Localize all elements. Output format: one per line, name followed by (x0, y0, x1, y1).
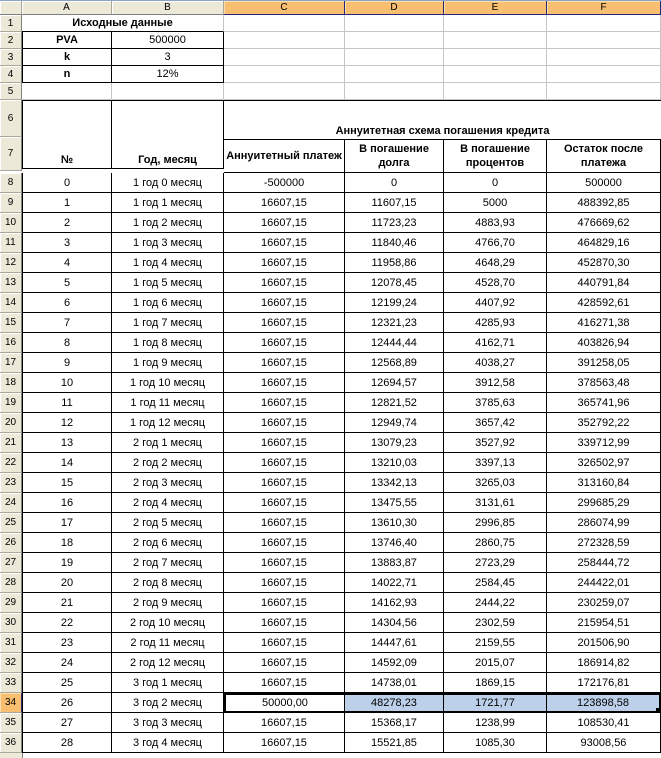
table-row (0, 573, 661, 593)
cell-interest[interactable]: 4038,27 (444, 353, 547, 373)
cell-balance[interactable]: 93008,56 (547, 733, 661, 753)
cell-period[interactable]: 3 год 4 месяц (112, 733, 224, 753)
cell-interest[interactable]: 2159,55 (444, 633, 547, 653)
cell-num[interactable]: 4 (22, 253, 112, 273)
cell-interest[interactable]: 4285,93 (444, 313, 547, 333)
cell-period[interactable]: 1 год 9 месяц (112, 353, 224, 373)
cell-interest[interactable]: 4407,92 (444, 293, 547, 313)
cell-period[interactable]: 2 год 10 месяц (112, 613, 224, 633)
cell-principal[interactable]: 0 (345, 173, 444, 193)
empty-cell[interactable] (345, 83, 444, 100)
cell-num[interactable]: 19 (22, 553, 112, 573)
cell-balance[interactable]: 201506,90 (547, 633, 661, 653)
empty-cell[interactable] (224, 32, 345, 49)
cell-num[interactable]: 8 (22, 333, 112, 353)
cell-interest[interactable]: 1869,15 (444, 673, 547, 693)
cell-principal[interactable]: 12199,24 (345, 293, 444, 313)
cell-principal[interactable]: 48278,23 (345, 693, 444, 713)
cell-balance[interactable]: 326502,97 (547, 453, 661, 473)
cell-payment[interactable]: 16607,15 (224, 393, 345, 413)
cell-interest[interactable]: 2015,07 (444, 653, 547, 673)
cell-payment[interactable]: 16607,15 (224, 213, 345, 233)
cell-period[interactable]: 2 год 11 месяц (112, 633, 224, 653)
cell-interest[interactable]: 3657,42 (444, 413, 547, 433)
table-row (0, 393, 661, 413)
k-value-cell[interactable]: 3 (112, 49, 224, 66)
cell-num[interactable]: 9 (22, 353, 112, 373)
cell-num[interactable]: 12 (22, 413, 112, 433)
row-header-13[interactable]: 13 (0, 273, 22, 293)
cell-principal[interactable]: 11958,86 (345, 253, 444, 273)
cell-payment[interactable]: 16607,15 (224, 293, 345, 313)
cell-principal[interactable]: 13342,13 (345, 473, 444, 493)
cell-balance[interactable]: 391258,05 (547, 353, 661, 373)
empty-cell[interactable] (444, 66, 547, 83)
cell-payment[interactable]: 50000,00 (224, 693, 345, 713)
row-header-28[interactable]: 28 (0, 573, 22, 593)
column-header-b[interactable]: B (112, 1, 224, 15)
cell-num[interactable]: 7 (22, 313, 112, 333)
cell-principal[interactable]: 12568,89 (345, 353, 444, 373)
cell-period[interactable]: 1 год 4 месяц (112, 253, 224, 273)
row-header-3[interactable]: 3 (0, 49, 22, 66)
cell-balance[interactable]: 299685,29 (547, 493, 661, 513)
row-header-20[interactable]: 20 (0, 413, 22, 433)
cell-period[interactable]: 1 год 10 месяц (112, 373, 224, 393)
cell-interest[interactable]: 2860,75 (444, 533, 547, 553)
row-header-16[interactable]: 16 (0, 333, 22, 353)
cell-principal[interactable]: 14022,71 (345, 573, 444, 593)
cell-balance[interactable]: 244422,01 (547, 573, 661, 593)
cell-principal[interactable]: 12694,57 (345, 373, 444, 393)
empty-cell[interactable] (224, 66, 345, 83)
cell-num[interactable]: 0 (22, 173, 112, 193)
cell-period[interactable]: 2 год 1 месяц (112, 433, 224, 453)
cell-interest[interactable]: 2723,29 (444, 553, 547, 573)
sheet-row-3 (0, 49, 661, 66)
table-row (0, 553, 661, 573)
cell-num[interactable]: 28 (22, 733, 112, 753)
cell-num[interactable]: 1 (22, 193, 112, 213)
cell-interest[interactable]: 3397,13 (444, 453, 547, 473)
cell-payment[interactable]: 16607,15 (224, 373, 345, 393)
cell-interest[interactable]: 2996,85 (444, 513, 547, 533)
table-row (0, 633, 661, 653)
cell-payment[interactable]: 16607,15 (224, 353, 345, 373)
table-row (0, 253, 661, 273)
cell-interest[interactable]: 4162,71 (444, 333, 547, 353)
cell-principal[interactable]: 14592,09 (345, 653, 444, 673)
cell-payment[interactable]: 16607,15 (224, 193, 345, 213)
table-row (0, 373, 661, 393)
num-header-cell[interactable]: № (22, 100, 112, 169)
cell-payment[interactable]: 16607,15 (224, 493, 345, 513)
cell-payment[interactable]: 16607,15 (224, 633, 345, 653)
empty-cell[interactable] (547, 49, 661, 66)
sheet-row-2 (0, 32, 661, 49)
cell-payment[interactable]: 16607,15 (224, 513, 345, 533)
row-header-12[interactable]: 12 (0, 253, 22, 273)
column-header-f[interactable]: F (547, 1, 661, 15)
cell-balance[interactable]: 123898,58 (547, 693, 661, 713)
cell-period[interactable]: 1 год 8 месяц (112, 333, 224, 353)
cell-balance[interactable]: 286074,99 (547, 513, 661, 533)
cell-payment[interactable]: 16607,15 (224, 273, 345, 293)
table-row (0, 473, 661, 493)
cell-interest[interactable]: 3527,92 (444, 433, 547, 453)
cell-principal[interactable]: 13210,03 (345, 453, 444, 473)
cell-payment[interactable]: 16607,15 (224, 673, 345, 693)
cell-payment[interactable]: 16607,15 (224, 553, 345, 573)
balance-header-cell[interactable]: Остаток после платежа (547, 140, 661, 173)
cell-principal[interactable]: 14738,01 (345, 673, 444, 693)
cell-balance[interactable]: 313160,84 (547, 473, 661, 493)
empty-cell[interactable] (345, 32, 444, 49)
payment-header-cell[interactable]: Аннуитетный платеж (224, 140, 345, 173)
cell-num[interactable]: 24 (22, 653, 112, 673)
table-row (0, 653, 661, 673)
cell-num[interactable]: 5 (22, 273, 112, 293)
cell-period[interactable]: 2 год 6 месяц (112, 533, 224, 553)
table-row (0, 693, 661, 713)
cell-num[interactable]: 13 (22, 433, 112, 453)
row-header-15[interactable]: 15 (0, 313, 22, 333)
row-header-2[interactable]: 2 (0, 32, 22, 49)
row-header-24[interactable]: 24 (0, 493, 22, 513)
row-header-22[interactable]: 22 (0, 453, 22, 473)
row-header-35[interactable]: 35 (0, 713, 22, 733)
cell-period[interactable]: 1 год 3 месяц (112, 233, 224, 253)
cell-principal[interactable]: 14304,56 (345, 613, 444, 633)
cell-principal[interactable]: 14162,93 (345, 593, 444, 613)
cell-interest[interactable]: 4883,93 (444, 213, 547, 233)
row-header-8[interactable]: 8 (0, 173, 22, 193)
cell-num[interactable]: 21 (22, 593, 112, 613)
row-header-17[interactable]: 17 (0, 353, 22, 373)
cell-balance[interactable]: 215954,51 (547, 613, 661, 633)
cell-payment[interactable]: -500000 (224, 173, 345, 193)
cell-principal[interactable]: 13079,23 (345, 433, 444, 453)
cell-interest[interactable]: 4528,70 (444, 273, 547, 293)
cell-num[interactable]: 10 (22, 373, 112, 393)
cell-interest[interactable]: 0 (444, 173, 547, 193)
table-header-block (0, 100, 661, 173)
cell-principal[interactable]: 12321,23 (345, 313, 444, 333)
cell-interest[interactable]: 3131,61 (444, 493, 547, 513)
cell-principal[interactable]: 12078,45 (345, 273, 444, 293)
empty-cell[interactable] (112, 83, 224, 100)
select-all-corner[interactable] (0, 1, 22, 15)
empty-cell[interactable] (547, 32, 661, 49)
cell-period[interactable]: 2 год 12 месяц (112, 653, 224, 673)
cell-period[interactable]: 2 год 2 месяц (112, 453, 224, 473)
row-header-5[interactable]: 5 (0, 83, 22, 100)
cell-principal[interactable]: 12821,52 (345, 393, 444, 413)
empty-cell[interactable] (547, 15, 661, 32)
empty-cell[interactable] (224, 49, 345, 66)
cell-balance[interactable]: 186914,82 (547, 653, 661, 673)
cell-period[interactable]: 1 год 5 месяц (112, 273, 224, 293)
cell-period[interactable]: 2 год 3 месяц (112, 473, 224, 493)
table-row (0, 353, 661, 373)
table-row (0, 233, 661, 253)
cell-period[interactable]: 1 год 1 месяц (112, 193, 224, 213)
cell-period[interactable]: 1 год 6 месяц (112, 293, 224, 313)
k-label-cell[interactable]: k (22, 49, 112, 66)
cell-principal[interactable]: 15521,85 (345, 733, 444, 753)
table-row (0, 493, 661, 513)
cell-period[interactable]: 1 год 0 месяц (112, 173, 224, 193)
cell-balance[interactable]: 172176,81 (547, 673, 661, 693)
cell-num[interactable]: 23 (22, 633, 112, 653)
cell-period[interactable]: 3 год 3 месяц (112, 713, 224, 733)
cell-principal[interactable]: 13610,30 (345, 513, 444, 533)
cell-num[interactable]: 25 (22, 673, 112, 693)
table-row (0, 413, 661, 433)
cell-period[interactable]: 1 год 12 месяц (112, 413, 224, 433)
cell-principal[interactable]: 12444,44 (345, 333, 444, 353)
cell-principal[interactable]: 11723,23 (345, 213, 444, 233)
empty-cell[interactable] (345, 15, 444, 32)
cell-principal[interactable]: 12949,74 (345, 413, 444, 433)
cell-interest[interactable]: 2302,59 (444, 613, 547, 633)
cell-interest[interactable]: 3785,63 (444, 393, 547, 413)
empty-cell[interactable] (444, 49, 547, 66)
cell-period[interactable]: 1 год 2 месяц (112, 213, 224, 233)
row-header-19[interactable]: 19 (0, 393, 22, 413)
row-header-21[interactable]: 21 (0, 433, 22, 453)
row-header-14[interactable]: 14 (0, 293, 22, 313)
row-header-7[interactable]: 7 (0, 137, 22, 171)
cell-balance[interactable]: 464829,16 (547, 233, 661, 253)
cell-period[interactable]: 1 год 7 месяц (112, 313, 224, 333)
cell-period[interactable]: 2 год 5 месяц (112, 513, 224, 533)
cell-balance[interactable]: 440791,84 (547, 273, 661, 293)
cell-period[interactable]: 1 год 11 месяц (112, 393, 224, 413)
cell-num[interactable]: 15 (22, 473, 112, 493)
cell-interest[interactable]: 5000 (444, 193, 547, 213)
cell-balance[interactable]: 488392,85 (547, 193, 661, 213)
cell-num[interactable]: 22 (22, 613, 112, 633)
cell-principal[interactable]: 15368,17 (345, 713, 444, 733)
table-row (0, 273, 661, 293)
cell-period[interactable]: 3 год 1 месяц (112, 673, 224, 693)
table-row (0, 673, 661, 693)
cell-principal[interactable]: 13883,87 (345, 553, 444, 573)
n-label-cell[interactable]: n (22, 66, 112, 83)
table-row (0, 293, 661, 313)
cell-principal[interactable]: 14447,61 (345, 633, 444, 653)
principal-header-cell[interactable]: В погашение долга (345, 140, 444, 173)
cell-balance[interactable]: 416271,38 (547, 313, 661, 333)
period-header-cell[interactable]: Год, месяц (112, 100, 224, 169)
inputs-title-cell[interactable]: Исходные данные (22, 15, 224, 32)
table-body (0, 173, 661, 753)
empty-cell[interactable] (444, 15, 547, 32)
cell-payment[interactable]: 16607,15 (224, 653, 345, 673)
row-header-11[interactable]: 11 (0, 233, 22, 253)
cell-payment[interactable]: 16607,15 (224, 333, 345, 353)
cell-principal[interactable]: 13475,55 (345, 493, 444, 513)
cell-payment[interactable]: 16607,15 (224, 413, 345, 433)
column-header-a[interactable]: A (22, 1, 112, 15)
row-header-30[interactable]: 30 (0, 613, 22, 633)
sheet-row-4 (0, 66, 661, 83)
row-header-26[interactable]: 26 (0, 533, 22, 553)
cell-interest[interactable]: 2444,22 (444, 593, 547, 613)
cell-payment[interactable]: 16607,15 (224, 473, 345, 493)
table-row (0, 213, 661, 233)
cell-balance[interactable]: 352792,22 (547, 413, 661, 433)
table-row (0, 453, 661, 473)
table-row (0, 613, 661, 633)
empty-cell[interactable] (345, 66, 444, 83)
row-header-18[interactable]: 18 (0, 373, 22, 393)
cell-payment[interactable]: 16607,15 (224, 713, 345, 733)
row-header-1[interactable]: 1 (0, 15, 22, 32)
cell-balance[interactable]: 339712,99 (547, 433, 661, 453)
table-row (0, 593, 661, 613)
bottom-edge (0, 753, 661, 758)
cell-period[interactable]: 2 год 8 месяц (112, 573, 224, 593)
row-header-6[interactable]: 6 (0, 100, 22, 137)
empty-cell[interactable] (224, 83, 345, 100)
cell-balance[interactable]: 452870,30 (547, 253, 661, 273)
row-header-36[interactable]: 36 (0, 733, 22, 753)
schedule-title-cell[interactable]: Аннуитетная схема погашения кредита (224, 100, 661, 140)
cell-period[interactable]: 2 год 7 месяц (112, 553, 224, 573)
table-row (0, 193, 661, 213)
empty-cell[interactable] (444, 32, 547, 49)
cell-principal[interactable]: 13746,40 (345, 533, 444, 553)
cell-balance[interactable]: 258444,72 (547, 553, 661, 573)
row-header-25[interactable]: 25 (0, 513, 22, 533)
table-row (0, 533, 661, 553)
column-header-e[interactable]: E (444, 1, 547, 15)
cell-interest[interactable]: 1238,99 (444, 713, 547, 733)
cell-balance[interactable]: 476669,62 (547, 213, 661, 233)
cell-num[interactable]: 20 (22, 573, 112, 593)
cell-interest[interactable]: 2584,45 (444, 573, 547, 593)
cell-num[interactable]: 16 (22, 493, 112, 513)
row-header-34[interactable]: 34 (0, 693, 22, 713)
cell-period[interactable]: 2 год 9 месяц (112, 593, 224, 613)
cell-payment[interactable]: 16607,15 (224, 313, 345, 333)
empty-cell[interactable] (547, 83, 661, 100)
cell-balance[interactable]: 272328,59 (547, 533, 661, 553)
cell-balance[interactable]: 500000 (547, 173, 661, 193)
empty-cell[interactable] (345, 49, 444, 66)
cell-balance[interactable]: 230259,07 (547, 593, 661, 613)
cell-period[interactable]: 2 год 4 месяц (112, 493, 224, 513)
cell-interest[interactable]: 3912,58 (444, 373, 547, 393)
column-header-c[interactable]: C (224, 1, 345, 15)
row-header-10[interactable]: 10 (0, 213, 22, 233)
cell-payment[interactable]: 16607,15 (224, 453, 345, 473)
cell-period[interactable]: 3 год 2 месяц (112, 693, 224, 713)
cell-payment[interactable]: 16607,15 (224, 533, 345, 553)
cell-balance[interactable]: 365741,96 (547, 393, 661, 413)
cell-num[interactable]: 26 (22, 693, 112, 713)
cell-interest[interactable]: 1721,77 (444, 693, 547, 713)
cell-num[interactable]: 11 (22, 393, 112, 413)
cell-payment[interactable]: 16607,15 (224, 733, 345, 753)
cell-payment[interactable]: 16607,15 (224, 593, 345, 613)
row-header-4[interactable]: 4 (0, 66, 22, 83)
row-header-31[interactable]: 31 (0, 633, 22, 653)
cell-interest[interactable]: 4766,70 (444, 233, 547, 253)
cell-num[interactable]: 2 (22, 213, 112, 233)
cell-balance[interactable]: 108530,41 (547, 713, 661, 733)
cell-payment[interactable]: 16607,15 (224, 233, 345, 253)
cell-balance[interactable]: 403826,94 (547, 333, 661, 353)
cell-payment[interactable]: 16607,15 (224, 573, 345, 593)
cell-interest[interactable]: 4648,29 (444, 253, 547, 273)
column-header-strip (0, 1, 661, 15)
table-row (0, 713, 661, 733)
cell-balance[interactable]: 428592,61 (547, 293, 661, 313)
row-header-9[interactable]: 9 (0, 193, 22, 213)
table-row (0, 733, 661, 753)
cell-num[interactable]: 27 (22, 713, 112, 733)
cell-num[interactable]: 18 (22, 533, 112, 553)
row-header-32[interactable]: 32 (0, 653, 22, 673)
pva-label-cell[interactable]: PVA (22, 32, 112, 49)
cell-interest[interactable]: 3265,03 (444, 473, 547, 493)
table-row (0, 333, 661, 353)
table-row (0, 513, 661, 533)
cell-interest[interactable]: 1085,30 (444, 733, 547, 753)
row-header-27[interactable]: 27 (0, 553, 22, 573)
row-header-33[interactable]: 33 (0, 673, 22, 693)
empty-cell[interactable] (224, 15, 345, 32)
sheet-row-1 (0, 15, 661, 32)
row-header-23[interactable]: 23 (0, 473, 22, 493)
table-row (0, 433, 661, 453)
sheet-row-5 (0, 83, 661, 100)
cell-num[interactable]: 14 (22, 453, 112, 473)
cell-principal[interactable]: 11840,46 (345, 233, 444, 253)
pva-value-cell[interactable]: 500000 (112, 32, 224, 49)
table-row (0, 313, 661, 333)
cell-payment[interactable]: 16607,15 (224, 253, 345, 273)
column-header-d[interactable]: D (345, 1, 444, 15)
cell-payment[interactable]: 16607,15 (224, 613, 345, 633)
empty-cell[interactable] (547, 66, 661, 83)
cell-payment[interactable]: 16607,15 (224, 433, 345, 453)
cell-balance[interactable]: 378563,48 (547, 373, 661, 393)
table-row (0, 173, 661, 193)
cell-num[interactable]: 3 (22, 233, 112, 253)
empty-cell[interactable] (444, 83, 547, 100)
empty-cell[interactable] (22, 83, 112, 100)
cell-num[interactable]: 6 (22, 293, 112, 313)
interest-header-cell[interactable]: В погашение процентов (444, 140, 547, 173)
n-value-cell[interactable]: 12% (112, 66, 224, 83)
cell-num[interactable]: 17 (22, 513, 112, 533)
cell-principal[interactable]: 11607,15 (345, 193, 444, 213)
row-header-29[interactable]: 29 (0, 593, 22, 613)
